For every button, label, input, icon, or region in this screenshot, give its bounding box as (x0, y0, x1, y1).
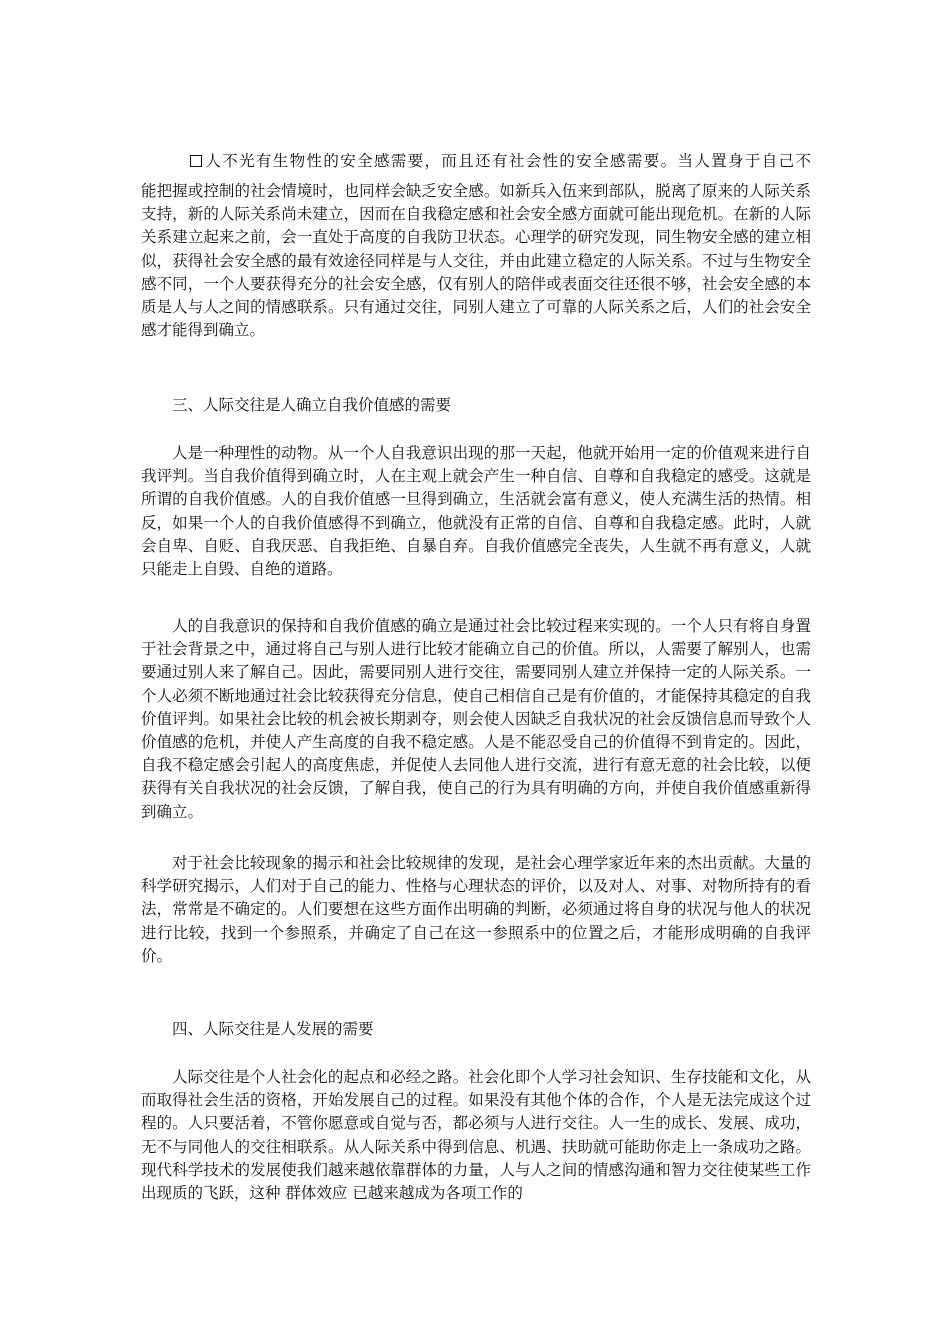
section-4-paragraph-1: 人际交往是个人社会化的起点和必经之路。社会化即个人学习社会知识、生存技能和文化，从而取得社会生活的资格，开始发展自己的过程。如果没有其他个体的合作，个人是无法完成这个过程的。人只要活着，不管你愿意或自觉与否，都必须与人进行交往。人一生的成长、发展、成功，无不与同他人的交往相联系。从人际关系中得到信息、机遇、扶助就可能助你走上一条成功之路。现代科学技术的发展使我们越来越依靠群体的力量，人与人之间的情感沟通和智力交往使某些工作出现质的飞跃，这种 群体效应 已越来越成为各项工作的 (141, 1068, 811, 1203)
checkbox-square-icon (190, 155, 202, 167)
section-3-paragraph-1: 人是一种理性的动物。从一个人自我意识出现的那一天起，他就开始用一定的价值观来进行自我评判。当自我价值得到确立时，人在主观上就会产生一种自信、自尊和自我稳定的感受。这就是所谓的自我价值感。人的自我价值感一旦得到确立，生活就会富有意义，使人充满生活的热情。相反，如果一个人的自我价值感得不到确立，他就没有正常的自信、自尊和自我稳定感。此时，人就会自卑、自贬、自我厌恶、自我拒绝、自暴自弃。自我价值感完全丧失，人生就不再有意义，人就只能走上自毁、自绝的道路。 (141, 444, 811, 579)
intro-paragraph-continuation: 能把握或控制的社会情境时，也同样会缺乏安全感。如新兵入伍来到部队，脱离了原来的人际关系支持，新的人际关系尚未建立，因而在自我稳定感和社会安全感方面就可能出现危机。在新的人际关系建立起来之前，会一直处于高度的自我防卫状态。心理学的研究发现，同生物安全感的建立相似，获得社会安全感的最有效途径同样是与人交往，并由此建立稳定的人际关系。不过与生物安全感不同，一个人要获得充分的社会安全感，仅有别人的陪伴或表面交往还很不够，社会安全感的本质是人与人之间的情感联系。只有通过交往，同别人建立了可靠的人际关系之后，人们的社会安全感才能得到确立。 (141, 182, 811, 340)
section-4-heading: 四、人际交往是人发展的需要 (172, 1020, 374, 1038)
section-3-heading: 三、人际交往是人确立自我价值感的需要 (172, 396, 452, 414)
intro-first-line (190, 150, 811, 173)
section-3-paragraph-3: 对于社会比较现象的揭示和社会比较规律的发现，是社会心理学家近年来的杰出贡献。大量的科学研究揭示，人们对于自己的能力、性格与心理状态的评价，以及对人、对事、对物所持有的看法，常常是不确定的。人们要想在这些方面作出明确的判断，必须通过将自身的状况与他人的状况进行比较，找到一个参照系，并确定了自己在这一参照系中的位置之后，才能形成明确的自我评价。 (141, 854, 811, 965)
section-3-paragraph-2: 人的自我意识的保持和自我价值感的确立是通过社会比较过程来实现的。一个人只有将自身置于社会背景之中，通过将自己与别人进行比较才能确立自己的价值。所以，人需要了解别人，也需要通过别人来了解自己。因此，需要同别人进行交往，需要同别人建立并保持一定的人际关系。一个人必须不断地通过社会比较获得充分信息，使自己相信自己是有价值的，才能保持其稳定的自我价值评判。如果社会比较的机会被长期剥夺，则会使人因缺乏自我状况的社会反馈信息而导致个人价值感的危机，并使人产生高度的自我不稳定感。人是不能忍受自己的价值得不到肯定的。因此，自我不稳定感会引起人的高度焦虑，并促使人去同他人进行交流，进行有意无意的社会比较，以便获得有关自我状况的社会反馈，了解自我，使自己的行为具有明确的方向，并使自我价值感重新得到确立。 (141, 617, 811, 821)
intro-first-line-text: 人不光有生物性的安全感需要，而且还有社会性的安全感需要。当人置身于自己不 (204, 152, 811, 170)
